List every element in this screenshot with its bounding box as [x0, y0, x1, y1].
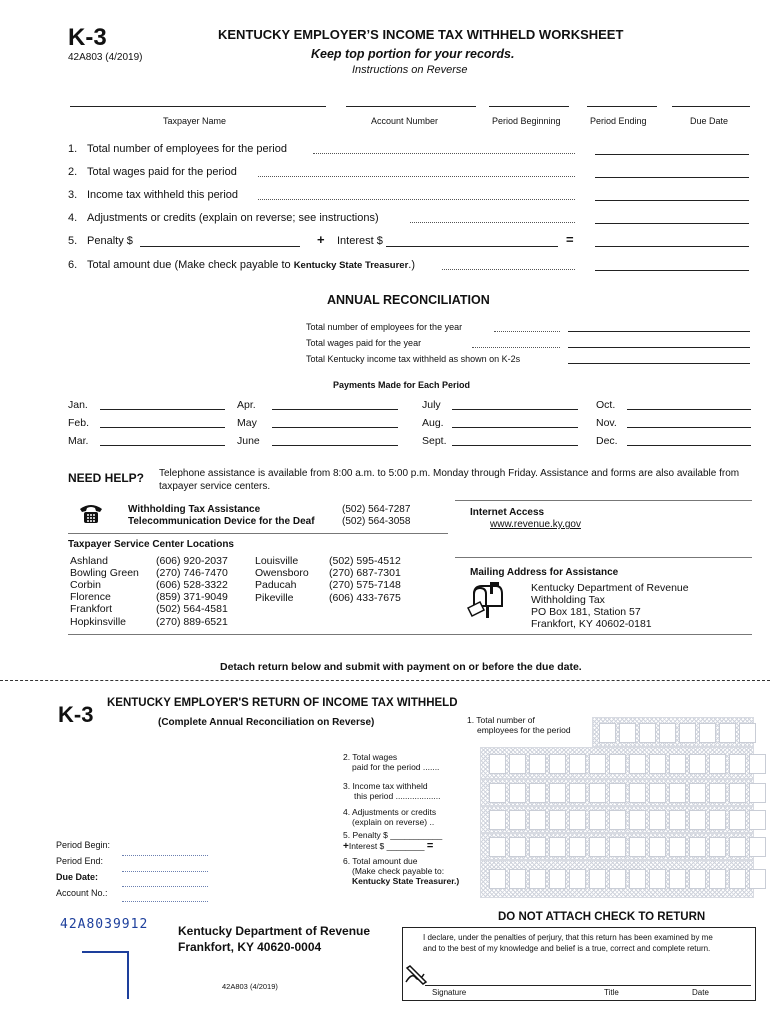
withholding-assistance-phone: (502) 564-7287	[342, 504, 411, 515]
digit-cells	[489, 837, 766, 857]
month-nov-label: Nov.	[596, 417, 617, 429]
internet-divider-top	[455, 500, 752, 501]
return-line-6-text: 6. Total amount due	[343, 856, 418, 866]
center-phone: (270) 889-6521	[156, 616, 228, 628]
account-number-label: Account Number	[371, 116, 439, 126]
declaration-text: I declare, under the penalties of perjury, that this return has been examined by me and to the best of my knowledge and belief is a true, correct and complete return.	[423, 933, 713, 953]
return-line-3-label	[343, 781, 440, 801]
return-entry-box-4[interactable]	[480, 806, 754, 833]
sig-date-label: Date	[692, 988, 709, 997]
return-line-4-text: 4. Adjustments or credits	[343, 807, 437, 817]
need-help-text: Telephone assistance is available from 8:00 a.m. to 5:00 p.m. Monday through Friday. Assistance and forms are also available from taxpayer service centers.	[159, 468, 740, 492]
taxpayer-name-label: Taxpayer Name	[163, 116, 227, 126]
month-feb-field[interactable]	[100, 427, 225, 428]
return-line-6-text: Kentucky State Treasurer.)	[352, 876, 460, 886]
recon-employees-label: Total number of employees for the year	[306, 322, 463, 332]
digit-cells	[489, 754, 766, 774]
month-july-label: July	[422, 399, 441, 411]
line-2-leader	[258, 176, 575, 177]
form-subtitle: Keep top portion for your records.	[311, 47, 515, 61]
center-phone: (270) 687-7301	[329, 567, 401, 579]
return-line-1-label	[467, 715, 571, 735]
reconciliation-title: ANNUAL RECONCILIATION	[327, 293, 490, 307]
center-city: Florence	[70, 591, 111, 603]
line-4-label: Adjustments or credits (explain on reverse; see instructions)	[87, 212, 379, 224]
period-ending-label: Period Ending	[590, 116, 647, 126]
line-1-field[interactable]	[595, 154, 749, 155]
mailing-line: Kentucky Department of Revenue	[531, 582, 689, 594]
month-june-label: June	[237, 435, 260, 447]
return-line-6-text: (Make check payable to:	[352, 866, 445, 876]
recon-wages-field[interactable]	[568, 347, 750, 348]
recon-withheld-label: Total Kentucky income tax withheld as shown on K-2s	[306, 354, 521, 364]
no-check-notice: DO NOT ATTACH CHECK TO RETURN	[498, 911, 706, 923]
center-phone: (270) 746-7470	[156, 567, 228, 579]
return-interest-text: Interest $ ________	[348, 841, 425, 851]
digit-cells	[599, 723, 756, 743]
return-line-3-text: 3. Income tax withheld	[343, 781, 428, 791]
mailing-address-title: Mailing Address for Assistance	[470, 567, 619, 578]
interest-field[interactable]	[386, 246, 558, 247]
internet-url-link[interactable]: www.revenue.ky.gov	[490, 519, 581, 530]
line-1-label: Total number of employees for the period	[87, 143, 287, 155]
month-aug-label: Aug.	[422, 417, 444, 429]
line-2-label: Total wages paid for the period	[87, 166, 237, 178]
form-number: 42A803 (4/2019)	[68, 52, 143, 63]
recon-employees-leader	[494, 331, 560, 332]
form-title: KENTUCKY EMPLOYER’S INCOME TAX WITHHELD WORKSHEET	[218, 27, 624, 42]
signature-label: Signature	[432, 988, 467, 997]
taxpayer-name-field[interactable]	[70, 106, 326, 107]
due-date-field[interactable]	[672, 106, 750, 107]
month-feb-label: Feb.	[68, 417, 90, 429]
center-city: Frankfort	[70, 603, 113, 615]
month-nov-field[interactable]	[627, 427, 751, 428]
plus-sign: +	[317, 232, 325, 247]
line-4-field[interactable]	[595, 223, 749, 224]
withholding-assistance-label: Withholding Tax Assistance	[128, 504, 261, 515]
return-line-2-label	[343, 752, 439, 772]
internet-access-label: Internet Access	[470, 507, 545, 518]
return-line-3-text: this period ...................	[354, 791, 441, 801]
detach-instruction: Detach return below and submit with payment on or before the due date.	[220, 661, 582, 673]
period-beginning-label: Period Beginning	[492, 116, 561, 126]
help-bottom-divider	[68, 634, 752, 635]
mailing-line: PO Box 181, Station 57	[531, 606, 641, 618]
return-entry-box-2[interactable]	[480, 747, 754, 779]
month-oct-field[interactable]	[627, 409, 751, 410]
line-6-close: .)	[408, 259, 416, 271]
return-title: KENTUCKY EMPLOYER'S RETURN OF INCOME TAX WITHHELD	[107, 697, 458, 709]
mailing-line: Frankfort, KY 40602-0181	[531, 618, 652, 630]
instructions-note: Instructions on Reverse	[352, 64, 468, 76]
line-2-number: 2.	[68, 166, 78, 178]
due-date-field-return[interactable]	[122, 886, 208, 887]
recon-wages-leader	[472, 347, 560, 348]
pen-icon	[404, 962, 430, 991]
month-apr-field[interactable]	[272, 409, 398, 410]
month-july-field[interactable]	[452, 409, 578, 410]
sig-title-label: Title	[604, 988, 619, 997]
return-line-4-text: (explain on reverse) ..	[352, 817, 435, 827]
period-ending-field[interactable]	[587, 106, 657, 107]
center-phone: (502) 595-4512	[329, 555, 401, 567]
line-3-leader	[258, 199, 575, 200]
mailing-divider	[455, 557, 752, 558]
line-1-leader	[313, 153, 575, 154]
return-equals-sign: =	[426, 840, 434, 852]
account-no-label: Account No.:	[56, 888, 108, 898]
return-plus-sign: +	[343, 841, 349, 852]
month-aug-field[interactable]	[452, 427, 578, 428]
center-phone: (606) 433-7675	[329, 592, 401, 604]
center-city: Owensboro	[255, 567, 309, 579]
center-city: Corbin	[70, 579, 101, 591]
month-mar-field[interactable]	[100, 445, 225, 446]
interest-label: Interest $	[337, 235, 383, 247]
return-form-number: 42A803 (4/2019)	[222, 982, 278, 991]
due-date-label-return: Due Date:	[56, 872, 99, 882]
return-line-4-label	[343, 807, 436, 827]
mailbox-icon	[466, 582, 510, 623]
line-2-field[interactable]	[595, 177, 749, 178]
telephone-icon	[78, 500, 104, 531]
month-sept-field[interactable]	[452, 445, 578, 446]
month-mar-label: Mar.	[68, 435, 89, 447]
center-city: Ashland	[70, 555, 108, 567]
return-line-6-label	[343, 856, 459, 886]
line-6-field[interactable]	[595, 270, 749, 271]
line-6-payee: Kentucky State Treasurer	[293, 260, 409, 271]
period-end-label: Period End:	[56, 856, 104, 866]
month-dec-label: Dec.	[596, 435, 618, 447]
center-phone: (606) 528-3322	[156, 579, 228, 591]
month-apr-label: Apr.	[237, 399, 256, 411]
return-line-5a-label: 5. Penalty $ ___________	[343, 830, 443, 840]
month-jan-label: Jan.	[68, 399, 88, 411]
month-oct-label: Oct.	[596, 399, 616, 411]
month-jan-field[interactable]	[100, 409, 225, 410]
center-city: Pikeville	[255, 592, 294, 604]
scan-code: 42A8039912	[60, 917, 149, 932]
mailing-line: Withholding Tax	[531, 594, 605, 606]
penalty-field[interactable]	[140, 246, 300, 247]
line-4-number: 4.	[68, 212, 78, 224]
center-city: Paducah	[255, 579, 297, 591]
line-6-text: Total amount due (Make check payable to	[87, 259, 291, 271]
department-city: Frankfort, KY 40620-0004	[178, 940, 322, 954]
return-entry-box-5[interactable]	[480, 833, 754, 860]
month-may-field[interactable]	[272, 427, 398, 428]
month-dec-field[interactable]	[627, 445, 751, 446]
digit-cells	[489, 783, 766, 803]
recon-employees-field[interactable]	[568, 331, 750, 332]
line-4-leader	[410, 222, 575, 223]
digit-cells	[489, 810, 766, 830]
detach-cut-line	[0, 680, 770, 681]
return-form-code: K-3	[58, 702, 94, 727]
return-line-2-text: 2. Total wages	[343, 752, 398, 762]
due-date-label: Due Date	[690, 116, 729, 126]
return-line-1-text: employees for the period	[477, 725, 571, 735]
month-sept-label: Sept.	[422, 435, 447, 447]
center-phone: (859) 371-9049	[156, 591, 228, 603]
return-entry-box-3[interactable]	[480, 779, 754, 806]
line-6-number: 6.	[68, 259, 78, 271]
recon-withheld-field[interactable]	[568, 363, 750, 364]
centers-divider	[68, 533, 448, 534]
center-phone: (606) 920-2037	[156, 555, 228, 567]
department-name: Kentucky Department of Revenue	[178, 924, 371, 938]
center-phone: (270) 575-7148	[329, 579, 401, 591]
return-line-1-text: 1. Total number of	[467, 715, 535, 725]
account-number-field[interactable]	[346, 106, 476, 107]
signature-field[interactable]	[425, 985, 751, 986]
form-code: K-3	[68, 24, 107, 51]
equals-sign: =	[566, 232, 574, 247]
payments-title: Payments Made for Each Period	[333, 380, 471, 390]
center-city: Louisville	[255, 555, 299, 567]
line-3-number: 3.	[68, 189, 78, 201]
line-6-leader	[442, 269, 575, 270]
recon-wages-label: Total wages paid for the year	[306, 338, 422, 348]
center-city: Hopkinsville	[70, 616, 127, 628]
period-begin-label: Period Begin:	[56, 840, 111, 850]
return-subtitle: (Complete Annual Reconciliation on Reverse)	[158, 717, 375, 728]
center-city: Bowling Green	[70, 567, 139, 579]
line-5-field[interactable]	[595, 246, 749, 247]
period-end-field[interactable]	[122, 871, 208, 872]
service-centers-title: Taxpayer Service Center Locations	[68, 539, 234, 550]
scan-corner-mark	[82, 951, 129, 999]
tdd-phone: (502) 564-3058	[342, 516, 411, 527]
line-5-number: 5.	[68, 235, 78, 247]
tdd-label: Telecommunication Device for the Deaf	[128, 516, 315, 527]
period-beginning-field[interactable]	[489, 106, 569, 107]
line-3-label: Income tax withheld this period	[87, 189, 239, 201]
penalty-label: Penalty $	[87, 235, 133, 247]
digit-cells	[489, 869, 766, 889]
return-line-2-text: paid for the period .......	[352, 762, 440, 772]
need-help-title: NEED HELP?	[68, 471, 145, 485]
line-3-field[interactable]	[595, 200, 749, 201]
account-no-field[interactable]	[122, 901, 208, 902]
return-line-5b-label	[343, 840, 433, 852]
line-6-label	[87, 259, 415, 271]
month-may-label: May	[237, 417, 257, 429]
center-phone: (502) 564-4581	[156, 603, 228, 615]
return-entry-box-6[interactable]	[480, 860, 754, 898]
line-1-number: 1.	[68, 143, 78, 155]
month-june-field[interactable]	[272, 445, 398, 446]
period-begin-field[interactable]	[122, 855, 208, 856]
return-entry-box-1[interactable]	[592, 717, 754, 747]
